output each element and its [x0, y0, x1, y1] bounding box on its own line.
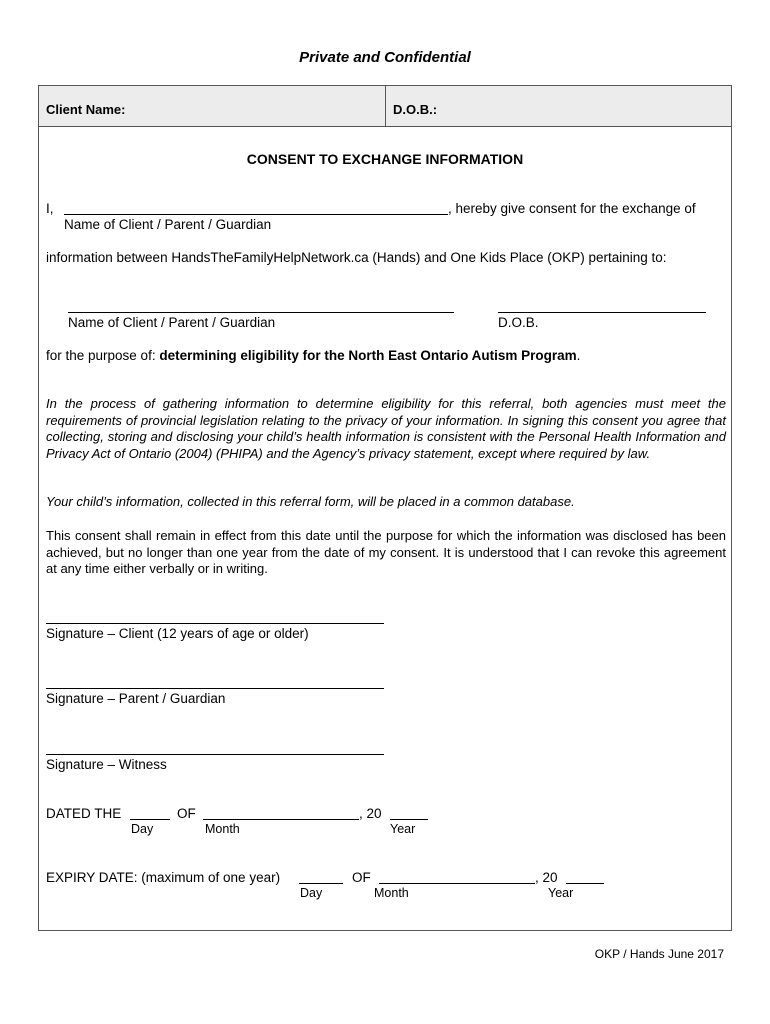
- effect-paragraph: This consent shall remain in effect from this date until the purpose for which the information was disclosed has been achieved, but no longer than one year from the date of my consent. It is understood that I can revoke this agreement at any time either verbally or in writing.: [46, 528, 726, 576]
- dated-month-caption: Month: [205, 822, 240, 836]
- signature-line-witness[interactable]: [46, 754, 384, 755]
- expiry-month-line[interactable]: [379, 883, 535, 884]
- client-name-label: Client Name:: [46, 102, 126, 117]
- expiry-year-prefix: , 20: [535, 870, 558, 885]
- subject-name-line[interactable]: [68, 312, 454, 313]
- header-divider: [385, 86, 386, 126]
- signature-label-witness: Signature – Witness: [46, 757, 167, 772]
- database-paragraph: Your child’s information, collected in this referral form, will be placed in a common database.: [46, 494, 575, 509]
- intro-between-text: information between HandsTheFamilyHelpNetwork.ca (Hands) and One Kids Place (OKP) pertaining to:: [46, 250, 667, 265]
- consent-heading: CONSENT TO EXCHANGE INFORMATION: [246, 151, 524, 167]
- dated-day-line[interactable]: [130, 819, 170, 820]
- dated-month-line[interactable]: [203, 819, 359, 820]
- expiry-day-line[interactable]: [299, 883, 343, 884]
- signature-label-client: Signature – Client (12 years of age or older): [46, 626, 309, 641]
- intro-i: I,: [46, 201, 54, 216]
- intro-suffix: , hereby give consent for the exchange of: [448, 201, 696, 216]
- footer-note: OKP / Hands June 2017: [594, 947, 724, 961]
- signature-line-parent[interactable]: [46, 688, 384, 689]
- signature-line-client[interactable]: [46, 623, 384, 624]
- document-title: Private and Confidential: [299, 49, 471, 66]
- dated-year-prefix: , 20: [359, 806, 382, 821]
- expiry-year-caption: Year: [548, 886, 574, 900]
- signature-label-parent: Signature – Parent / Guardian: [46, 691, 226, 706]
- subject-dob-line[interactable]: [498, 312, 706, 313]
- privacy-paragraph: In the process of gathering information to determine eligibility for this referral, both agencies must meet the requirements of provincial legislation relating to the privacy of your information. In signing this consent you agree that collecting, storing and disclosing your child’s health information is consistent with the Personal Health Information and Privacy Act of Ontario (2004) (PHIPA) and the Agency’s privacy statement, except where required by law.: [46, 396, 726, 461]
- dob-label: D.O.B.:: [393, 102, 438, 117]
- dated-of: OF: [177, 806, 196, 821]
- expiry-year-line[interactable]: [566, 883, 604, 884]
- purpose-prefix: for the purpose of:: [46, 348, 156, 363]
- subject-dob-caption: D.O.B.: [498, 315, 539, 330]
- dated-year-line[interactable]: [390, 819, 428, 820]
- intro-name-caption: Name of Client / Parent / Guardian: [64, 217, 272, 232]
- purpose-line: [46, 348, 580, 363]
- expiry-day-caption: Day: [300, 886, 323, 900]
- client-name-line[interactable]: [64, 214, 448, 215]
- header-row: [39, 86, 731, 127]
- dated-year-caption: Year: [390, 822, 416, 836]
- expiry-of: OF: [352, 870, 371, 885]
- expiry-label: EXPIRY DATE: (maximum of one year): [46, 870, 281, 885]
- purpose-suffix: .: [576, 348, 581, 363]
- expiry-month-caption: Month: [374, 886, 409, 900]
- subject-name-caption: Name of Client / Parent / Guardian: [68, 315, 276, 330]
- dated-label: DATED THE: [46, 806, 122, 821]
- dated-day-caption: Day: [131, 822, 154, 836]
- purpose-bold: determining eligibility for the North East Ontario Autism Program: [159, 348, 577, 363]
